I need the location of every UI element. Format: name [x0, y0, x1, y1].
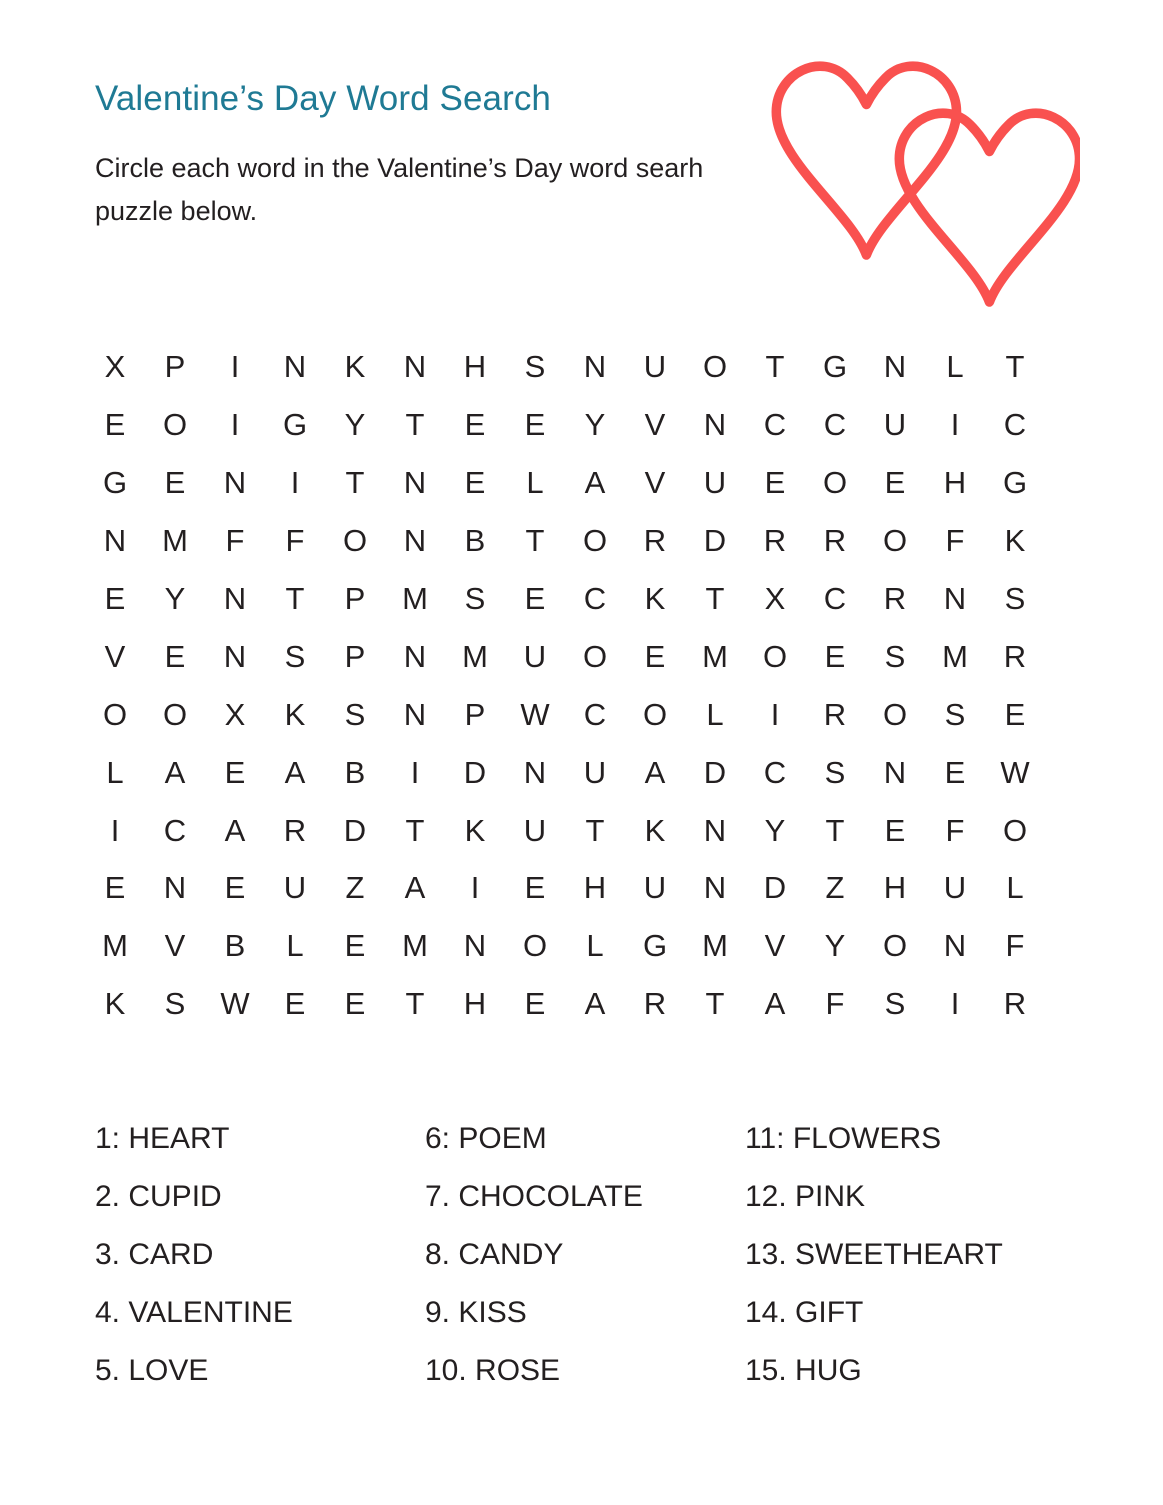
grid-cell: M — [942, 638, 968, 674]
grid-cell: E — [164, 638, 186, 674]
grid-cell: U — [583, 754, 607, 790]
grid-cell: N — [403, 349, 427, 384]
grid-cell: L — [946, 349, 964, 384]
grid-cell: P — [164, 349, 186, 384]
grid-cell: X — [764, 580, 786, 616]
grid-cell: G — [642, 928, 668, 964]
grid-cell: E — [644, 638, 666, 674]
grid-cell: E — [104, 870, 126, 906]
word-list-item: 5. LOVE — [95, 1353, 209, 1387]
grid-cell: T — [765, 349, 785, 384]
grid-cell: L — [706, 696, 724, 732]
grid-cell: L — [586, 928, 604, 964]
grid-cell: D — [763, 870, 787, 906]
grid-cell: O — [762, 638, 788, 674]
grid-cell: K — [344, 349, 366, 384]
grid-cell: G — [1002, 464, 1028, 500]
grid-cell: U — [523, 638, 547, 674]
grid-cell: L — [286, 928, 304, 964]
grid-cell: A — [764, 986, 786, 1022]
grid-cell: M — [402, 928, 428, 964]
grid-cell: R — [1003, 986, 1027, 1022]
grid-cell: D — [703, 522, 727, 558]
grid-cell: P — [344, 638, 366, 674]
grid-cell: N — [403, 522, 427, 558]
word-list-item: 9. KISS — [425, 1295, 527, 1329]
grid-cell: N — [703, 406, 727, 442]
grid-cell: M — [402, 580, 428, 616]
grid-cell: R — [883, 580, 907, 616]
grid-cell: W — [220, 986, 250, 1022]
grid-cell: U — [943, 870, 967, 906]
grid-cell: O — [162, 406, 188, 442]
grid-cell: O — [882, 522, 908, 558]
grid-cell: C — [763, 754, 787, 790]
grid-cell: T — [705, 580, 725, 616]
grid-cell: W — [520, 696, 550, 732]
grid-cell: O — [102, 696, 128, 732]
word-list-item: 14. GIFT — [745, 1295, 864, 1329]
grid-cell: F — [225, 522, 245, 558]
grid-cell: C — [583, 580, 607, 616]
grid-cell: N — [883, 754, 907, 790]
word-list-column — [425, 1110, 745, 1399]
grid-cell: N — [943, 580, 967, 616]
grid-cell: U — [643, 349, 667, 384]
grid-cell: K — [284, 696, 306, 732]
page-title: Valentine’s Day Word Search — [95, 79, 551, 118]
grid-cell: H — [583, 870, 607, 906]
grid-cell: H — [943, 464, 967, 500]
instructions-text: Circle each word in the Valentine’s Day word searh puzzle below. — [95, 152, 704, 227]
grid-cell: G — [102, 464, 128, 500]
grid-cell: H — [883, 870, 907, 906]
grid-cell: I — [230, 349, 240, 384]
grid-cell: R — [823, 522, 847, 558]
grid-cell: C — [823, 580, 847, 616]
grid-cell: C — [823, 406, 847, 442]
grid-cell: F — [945, 812, 965, 848]
grid-cell: O — [582, 522, 608, 558]
grid-cell: E — [284, 986, 306, 1022]
grid-cell: Y — [824, 928, 846, 964]
word-list-item: 2. CUPID — [95, 1179, 222, 1213]
grid-cell: E — [824, 638, 846, 674]
grid-cell: M — [702, 928, 728, 964]
grid-cell: I — [770, 696, 780, 732]
word-list-item: 1: HEART — [95, 1122, 230, 1155]
word-list-column — [745, 1110, 1085, 1399]
grid-cell: C — [583, 696, 607, 732]
grid-cell: E — [344, 986, 366, 1022]
grid-cell: C — [1003, 406, 1027, 442]
grid-cell: K — [644, 812, 666, 848]
word-list-item: 12. PINK — [745, 1179, 866, 1213]
grid-cell: R — [763, 522, 787, 558]
grid-cell: V — [644, 464, 666, 500]
grid-cell: E — [464, 406, 486, 442]
grid-cell: A — [584, 986, 606, 1022]
grid-cell: E — [104, 580, 126, 616]
grid-cell: O — [882, 696, 908, 732]
grid-cell: E — [224, 754, 246, 790]
grid-cell: P — [464, 696, 486, 732]
grid-cell: N — [283, 349, 307, 384]
grid-cell: O — [702, 349, 728, 384]
grid-cell: L — [526, 464, 544, 500]
grid-cell: E — [164, 464, 186, 500]
grid-cell: O — [522, 928, 548, 964]
grid-cell: M — [162, 522, 188, 558]
grid-cell: I — [950, 406, 960, 442]
grid-cell: I — [290, 464, 300, 500]
grid-cell: O — [582, 638, 608, 674]
grid-cell: A — [584, 464, 606, 500]
grid-cell: A — [224, 812, 246, 848]
grid-cell: B — [224, 928, 246, 964]
word-list-item: 4. VALENTINE — [95, 1295, 293, 1329]
word-list-item: 6: POEM — [425, 1122, 547, 1155]
grid-cell: M — [462, 638, 488, 674]
grid-cell: H — [463, 986, 487, 1022]
grid-cell: S — [884, 986, 906, 1022]
grid-cell: V — [764, 928, 786, 964]
grid-cell: R — [643, 522, 667, 558]
grid-cell: V — [104, 638, 126, 674]
grid-cell: A — [284, 754, 306, 790]
grid-cell: E — [524, 406, 546, 442]
grid-cell: X — [224, 696, 246, 732]
header — [95, 80, 775, 234]
grid-cell: T — [585, 812, 605, 848]
grid-cell: S — [284, 638, 306, 674]
word-list-item: 7. CHOCOLATE — [425, 1179, 643, 1213]
grid-cell: N — [583, 349, 607, 384]
grid-cell: L — [106, 754, 124, 790]
grid-cell: G — [282, 406, 308, 442]
grid-cell: U — [283, 870, 307, 906]
grid-cell: N — [403, 696, 427, 732]
grid-cell: S — [464, 580, 486, 616]
grid-cell: C — [763, 406, 787, 442]
grid-cell: L — [1006, 870, 1024, 906]
grid-cell: K — [644, 580, 666, 616]
grid-cell: T — [705, 986, 725, 1022]
grid-cell: T — [285, 580, 305, 616]
grid-cell: F — [825, 986, 845, 1022]
word-list — [95, 1110, 1085, 1399]
grid-cell: T — [525, 522, 545, 558]
word-list-item: 8. CANDY — [425, 1237, 564, 1271]
grid-cell: I — [470, 870, 480, 906]
grid-cell: X — [104, 349, 126, 384]
grid-cell: O — [1002, 812, 1028, 848]
grid-cell: E — [1004, 696, 1026, 732]
word-list-item: 13. SWEETHEART — [745, 1237, 1003, 1271]
grid-cell: M — [102, 928, 128, 964]
grid-cell: B — [344, 754, 366, 790]
two-hearts-outline-icon — [740, 48, 1080, 308]
grid-cell: E — [884, 464, 906, 500]
grid-cell: T — [1005, 349, 1025, 384]
grid-cell: R — [283, 812, 307, 848]
grid-cell: E — [524, 870, 546, 906]
grid-cell: S — [164, 986, 186, 1022]
grid-cell: D — [343, 812, 367, 848]
grid-cell: O — [822, 464, 848, 500]
grid-cell: N — [703, 812, 727, 848]
grid-cell: D — [703, 754, 727, 790]
grid-cell: D — [463, 754, 487, 790]
grid-cell: F — [285, 522, 305, 558]
grid-cell: N — [943, 928, 967, 964]
grid-cell: Y — [344, 406, 366, 442]
grid-cell: V — [164, 928, 186, 964]
grid-cell: I — [110, 812, 120, 848]
grid-cell: R — [1003, 638, 1027, 674]
grid-cell: N — [223, 580, 247, 616]
grid-cell: T — [825, 812, 845, 848]
word-list-item: 11: FLOWERS — [745, 1122, 942, 1155]
grid-cell: S — [884, 638, 906, 674]
grid-cell: S — [344, 696, 366, 732]
grid-cell: E — [944, 754, 966, 790]
grid-cell: E — [524, 580, 546, 616]
grid-cell: Y — [584, 406, 606, 442]
grid-cell: O — [342, 522, 368, 558]
grid-cell: U — [883, 406, 907, 442]
grid-cell: T — [405, 406, 425, 442]
grid-cell: O — [162, 696, 188, 732]
word-list-item: 10. ROSE — [425, 1353, 561, 1387]
grid-cell: Z — [825, 870, 845, 906]
grid-cell: U — [703, 464, 727, 500]
grid-cell: N — [463, 928, 487, 964]
grid-cell: R — [823, 696, 847, 732]
grid-cell: I — [230, 406, 240, 442]
grid-cell: Y — [164, 580, 186, 616]
grid-cell: E — [344, 928, 366, 964]
grid-cell: R — [643, 986, 667, 1022]
grid-cell: E — [104, 406, 126, 442]
word-list-column — [95, 1110, 425, 1399]
grid-cell: T — [405, 812, 425, 848]
grid-cell: S — [1004, 580, 1026, 616]
grid-cell: N — [223, 638, 247, 674]
grid-cell: K — [1004, 522, 1026, 558]
grid-cell: H — [463, 349, 487, 384]
grid-cell: S — [524, 349, 546, 384]
grid-cell: A — [164, 754, 186, 790]
grid-cell: I — [950, 986, 960, 1022]
grid-cell: S — [824, 754, 846, 790]
grid-cell: N — [103, 522, 127, 558]
grid-cell: N — [523, 754, 547, 790]
grid-cell: O — [642, 696, 668, 732]
grid-cell: N — [883, 349, 907, 384]
grid-cell: F — [945, 522, 965, 558]
word-list-item: 15. HUG — [745, 1353, 862, 1387]
grid-cell: C — [163, 812, 187, 848]
grid-cell: T — [405, 986, 425, 1022]
grid-cell: B — [464, 522, 486, 558]
grid-cell: A — [404, 870, 426, 906]
grid-cell: V — [644, 406, 666, 442]
grid-cell: A — [644, 754, 666, 790]
grid-cell: E — [764, 464, 786, 500]
word-list-item: 3. CARD — [95, 1237, 214, 1271]
word-search-grid — [85, 345, 1045, 1027]
grid-cell: N — [403, 464, 427, 500]
grid-cell: P — [344, 580, 366, 616]
grid-cell: I — [410, 754, 420, 790]
grid-cell: E — [224, 870, 246, 906]
grid-cell: Y — [764, 812, 786, 848]
grid-cell: N — [403, 638, 427, 674]
grid-cell: U — [523, 812, 547, 848]
grid-cell: F — [1005, 928, 1025, 964]
grid-cell: G — [822, 349, 848, 384]
grid-cell: E — [884, 812, 906, 848]
grid-cell: T — [345, 464, 365, 500]
grid-cell: S — [944, 696, 966, 732]
grid-cell: U — [643, 870, 667, 906]
grid-cell: N — [703, 870, 727, 906]
grid-cell: K — [104, 986, 126, 1022]
grid-cell: N — [163, 870, 187, 906]
grid-cell: K — [464, 812, 486, 848]
grid-cell: W — [1000, 754, 1030, 790]
grid-cell: O — [882, 928, 908, 964]
grid-cell: Z — [345, 870, 365, 906]
grid-cell: E — [524, 986, 546, 1022]
grid-cell: E — [464, 464, 486, 500]
grid-cell: N — [223, 464, 247, 500]
grid-cell: M — [702, 638, 728, 674]
